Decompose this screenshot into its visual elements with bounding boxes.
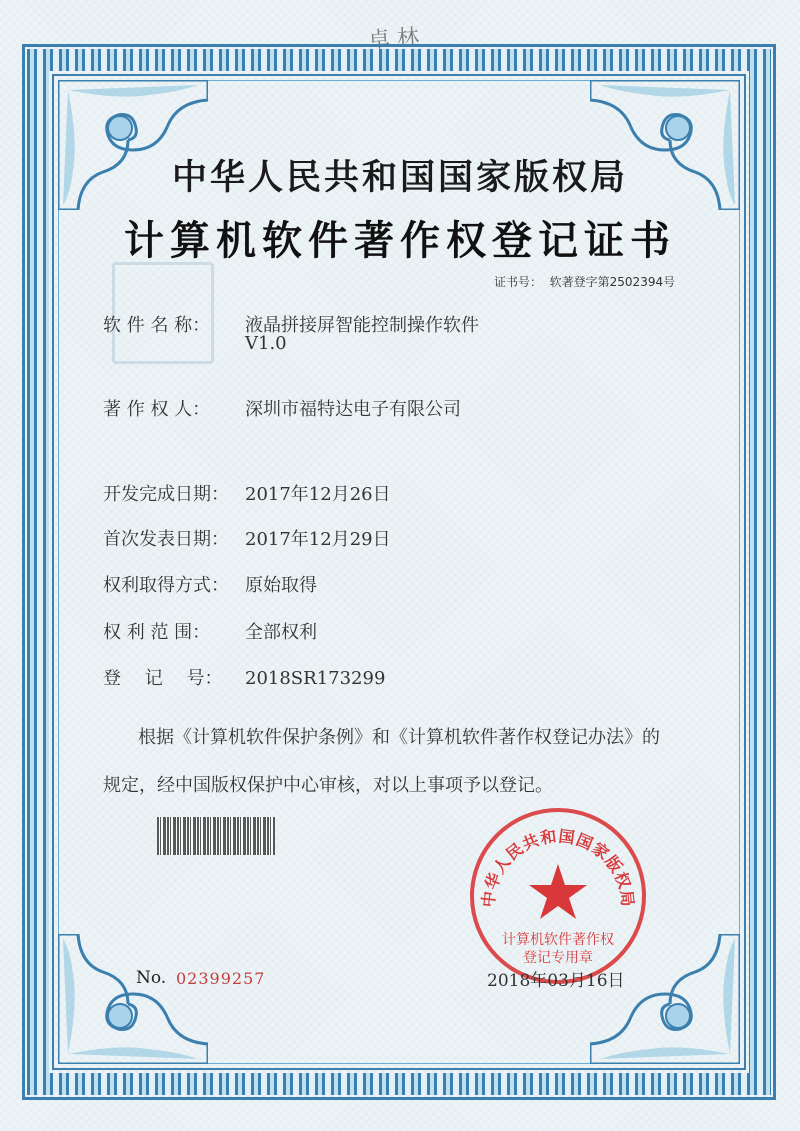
scope-value: 全部权利 [245,622,317,643]
dev-date-row [103,480,391,506]
seal-outer-text: 中华人民共和国国家版权局 [478,826,638,909]
handwritten-note: 卓 林 [367,25,420,54]
acquire-label: 权利取得方式： [103,575,229,596]
barcode [157,817,275,855]
pub-date-label: 首次发表日期： [103,529,229,550]
dev-date-value: 2017年12月26日 [245,484,391,505]
serial-no-value: 02399257 [176,969,266,988]
issuer-heading: 中华人民共和国国家版权局 [171,158,628,198]
software-name-value: 液晶拼接屏智能控制操作软件 [245,315,479,336]
registration-value: 2018SR173299 [245,668,386,689]
software-name-label: 软 件 名 称： [103,315,211,336]
registration-row [103,664,385,690]
scope-label: 权 利 范 围： [103,622,211,643]
owner-label: 著 作 权 人： [103,399,211,420]
owner-value: 深圳市福特达电子有限公司 [245,399,461,420]
seal-inner-line-2: 登记专用章 [523,950,593,966]
software-version: V1.0 [245,333,287,354]
official-seal [468,806,648,986]
scope-row [103,618,317,644]
seal-inner-line-1: 计算机软件著作权 [502,932,614,948]
pub-date-value: 2017年12月29日 [245,529,391,550]
owner-row [103,395,461,421]
serial-no-label: No. [136,968,167,988]
certificate-number [494,273,675,290]
issue-date: 2018年03月16日 [487,971,625,991]
dev-date-label: 开发完成日期： [103,484,229,505]
cert-no-value: 软著登字第2502394号 [549,275,676,289]
acquire-row [103,571,317,597]
registration-label: 登 记 号： [103,668,223,689]
pub-date-row [103,525,391,551]
body-text-line-2: 规定，经中国版权保护中心审核，对以上事项予以登记。 [103,775,553,796]
seal-star-icon [529,864,587,919]
body-text-line-1: 根据《计算机软件保护条例》和《计算机软件著作权登记办法》的 [138,727,660,748]
certificate-title: 计算机软件著作权登记证书 [124,218,676,264]
cert-no-label: 证书号： [494,275,543,289]
corner-ornament-bottom-left [58,934,208,1064]
acquire-value: 原始取得 [245,575,317,596]
software-name-row [103,311,479,337]
